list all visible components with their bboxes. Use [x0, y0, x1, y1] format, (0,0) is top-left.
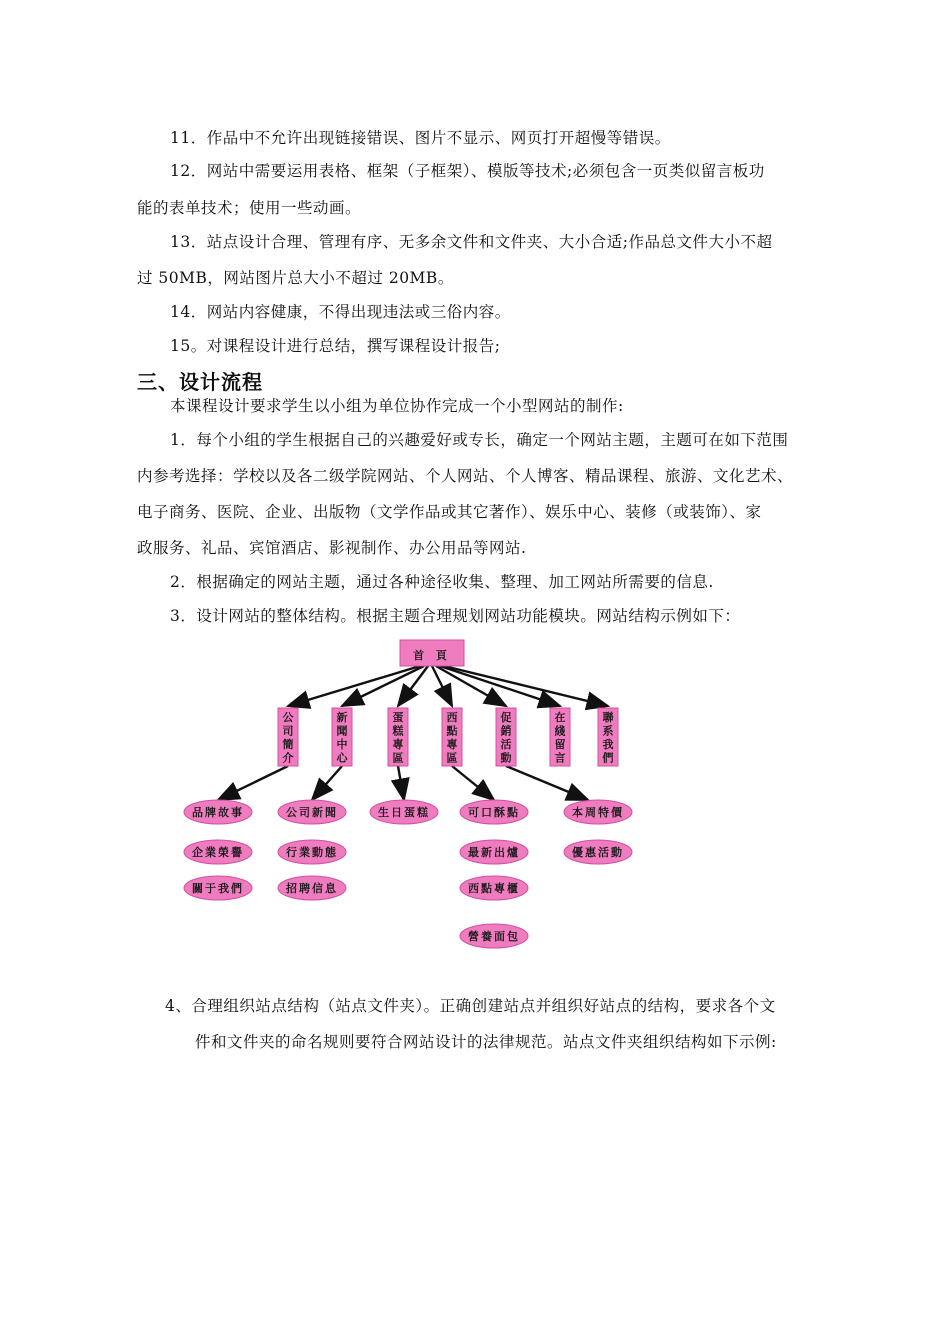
module-node-label-char: 區 [392, 751, 404, 765]
child-node-label: 優惠活動 [572, 846, 624, 859]
paragraph-item-13: 13．站点设计合理、管理有序、无多余文件和文件夹、大小合适;作品总文件大小不超 [170, 233, 773, 251]
child-node-label: 本周特價 [572, 806, 624, 819]
section-heading: 三、设计流程 [137, 370, 263, 394]
step-1-line-1: 1．每个小组的学生根据自己的兴趣爱好或专长，确定一个网站主题，主题可在如下范围 [170, 431, 789, 449]
module-node-label-char: 聞 [336, 724, 348, 738]
child-node-label: 關于我們 [192, 882, 244, 895]
child-node-label: 品牌故事 [192, 806, 244, 819]
module-node-label-char: 點 [446, 724, 458, 738]
paragraph-item-11: 11．作品中不允许出现链接错误、图片不显示、网页打开超慢等错误。 [170, 129, 671, 147]
module-node-label-char: 區 [446, 751, 458, 765]
child-node-label: 西點專櫃 [468, 882, 520, 895]
arrow-module-to-child [398, 766, 404, 800]
module-node-label-char: 銷 [500, 724, 512, 738]
root-node-label: 首 頁 [413, 649, 451, 662]
step-3: 3．设计网站的整体结构。根据主题合理规划网站功能模块。网站结构示例如下： [170, 607, 741, 625]
arrow-module-to-child [312, 766, 342, 800]
module-node-label-char: 蛋 [392, 711, 404, 724]
paragraph-item-12: 12．网站中需要运用表格、框架（子框架）、模版等技术;必须包含一页类似留言板功 [170, 162, 765, 180]
paragraph-item-12-cont: 能的表单技术；使用一些动画。 [137, 199, 362, 217]
intro-paragraph: 本课程设计要求学生以小组为单位协作完成一个小型网站的制作: [170, 397, 624, 415]
module-node-label-char: 綫 [554, 724, 566, 738]
module-node-label-char: 系 [602, 724, 614, 738]
module-node-label-char: 簡 [282, 738, 294, 751]
paragraph-item-15: 15。对课程设计进行总结，撰写课程设计报告; [170, 337, 501, 355]
module-node-label-char: 司 [282, 724, 294, 738]
child-node-label: 招聘信息 [286, 882, 338, 895]
arrow-root-to-module [432, 666, 452, 706]
child-node-label: 企業榮譽 [192, 846, 244, 859]
step-1-line-2: 内参考选择：学校以及各二级学院网站、个人网站、个人博客、精品课程、旅游、文化艺术、 [137, 467, 794, 485]
module-node-label-char: 活 [500, 738, 512, 751]
module-node-label-char: 留 [554, 738, 566, 751]
module-node-label-char: 我 [602, 738, 614, 751]
step-1-line-3: 电子商务、医院、企业、出版物（文学作品或其它著作）、娱乐中心、装修（或装饰）、家 [137, 503, 762, 521]
arrow-module-to-child [452, 766, 494, 800]
arrow-root-to-module [440, 666, 560, 706]
module-node-label-char: 公 [282, 711, 294, 724]
module-node-label-char: 新 [336, 711, 348, 724]
module-node-label-char: 專 [392, 738, 404, 751]
module-node-label-char: 西 [446, 711, 458, 724]
step-1-line-4: 政服务、礼品、宾馆酒店、影视制作、办公用品等网站. [137, 539, 527, 557]
arrow-module-to-child [218, 766, 288, 800]
step-4-line-2: 件和文件夹的命名规则要符合网站设计的法律规范。站点文件夹组织结构如下示例: [195, 1033, 777, 1051]
arrow-module-to-child [506, 766, 588, 800]
paragraph-item-14: 14．网站内容健康，不得出现违法或三俗内容。 [170, 303, 511, 321]
child-node-label: 最新出爐 [468, 846, 520, 859]
module-node-label-char: 促 [500, 711, 512, 724]
paragraph-item-13-cont: 过 50MB，网站图片总大小不超过 20MB。 [137, 269, 454, 287]
module-node-label-char: 中 [336, 738, 348, 751]
child-node-label: 營養面包 [468, 930, 520, 943]
step-2: 2．根据确定的网站主题，通过各种途径收集、整理、加工网站所需要的信息. [170, 573, 714, 591]
module-node-label-char: 糕 [392, 724, 404, 738]
module-node-label-char: 心 [336, 751, 348, 765]
module-node-label-char: 動 [500, 751, 512, 765]
module-node-label-char: 在 [554, 711, 566, 724]
module-node-label-char: 們 [602, 751, 614, 765]
child-node-label: 可口酥點 [468, 806, 520, 819]
module-node-label-char: 介 [282, 751, 294, 765]
child-node-label: 生日蛋糕 [378, 806, 430, 819]
module-node-label-char: 專 [446, 738, 458, 751]
child-node-label: 行業動態 [286, 846, 338, 859]
step-4-line-1: 4、合理组织站点结构（站点文件夹）。正确创建站点并组织好站点的结构，要求各个文 [165, 997, 776, 1015]
site-structure-diagram [170, 636, 650, 956]
child-node-label: 公司新聞 [286, 806, 338, 819]
module-node-label-char: 言 [554, 751, 566, 765]
module-node-label-char: 聯 [602, 711, 614, 724]
